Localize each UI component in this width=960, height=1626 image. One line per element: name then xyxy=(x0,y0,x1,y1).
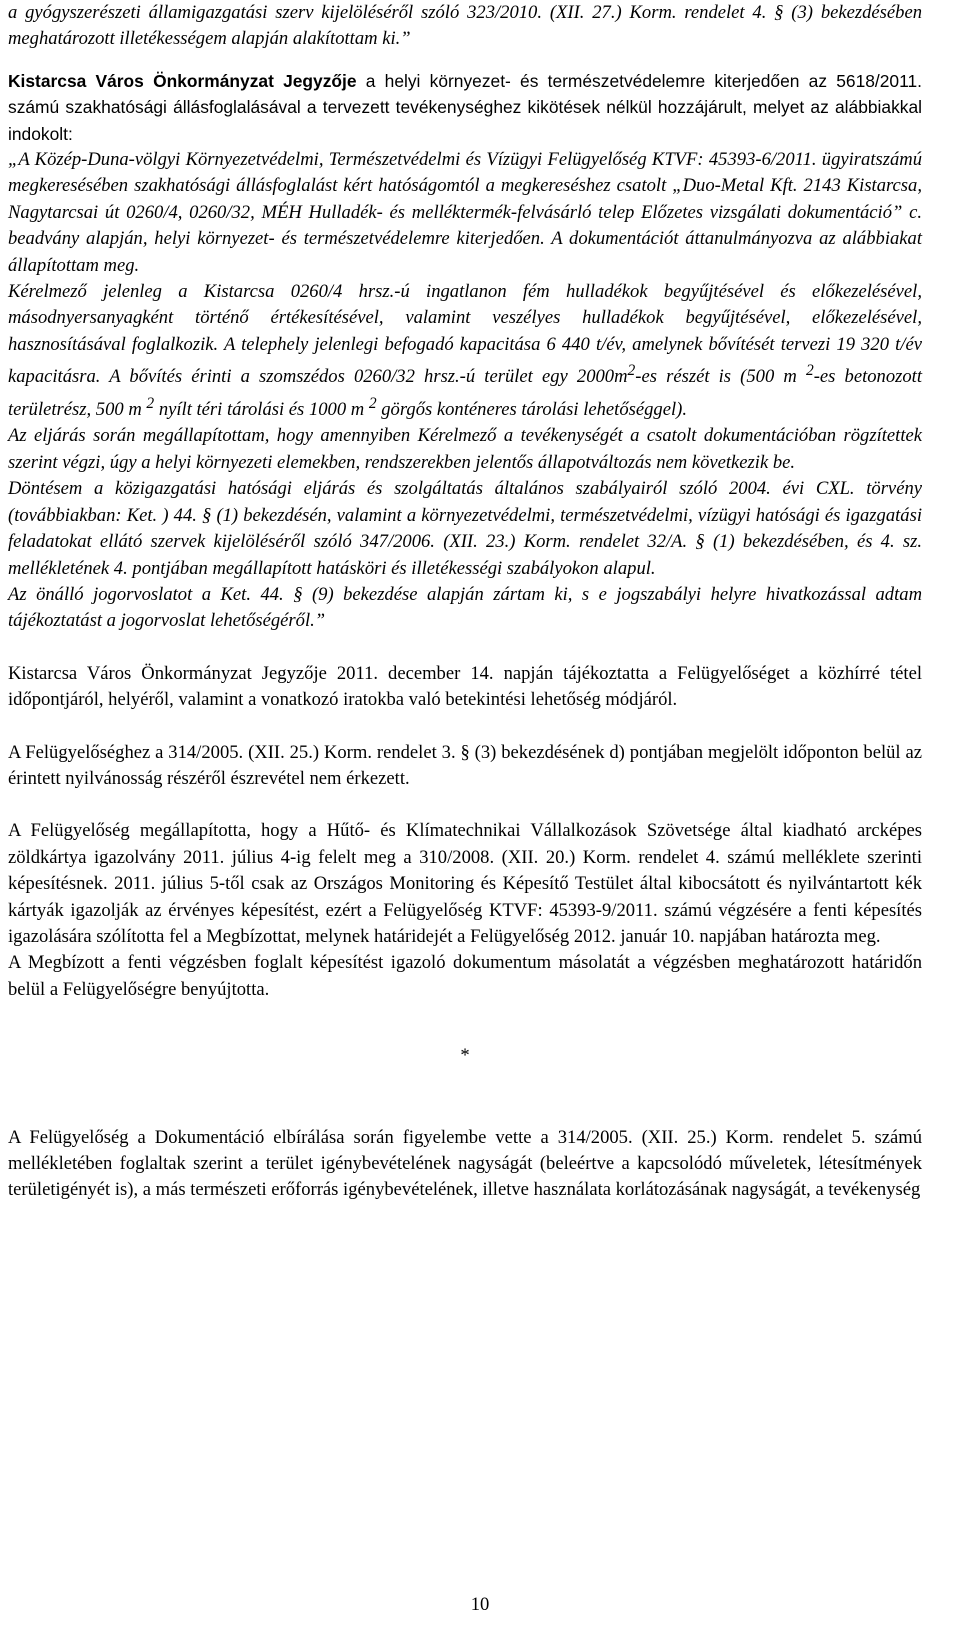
applicant-activity-text-b: -es részét is (500 m xyxy=(635,366,806,388)
applicant-activity-text-e: görgős konténeres tárolási lehetőséggel). xyxy=(376,399,687,421)
superscript-2: 2 xyxy=(627,362,636,380)
page-number: 10 xyxy=(470,1594,490,1615)
paragraph-legal-basis: Döntésem a közigazgatási hatósági eljárás és szolgáltatás általános szabályairól szóló 2004. évi CXL. törvény (továbbiakban: Ket. ) 44. § (1) bekezdésén, valamint a környezetvédelmi, természetvédelmi, vízügyi hatósági és igazgatási feladatokat ellátó szervek kijelöléséről szóló 347/2006. (XII. 23.) Korm. rendelet 32/A. § (1) bekezdésében, és 4. sz. mellékletének 4. pontjában megállapított hatásköri és illetékességi szabályokon alapul. xyxy=(8,478,922,579)
section-separator: * xyxy=(460,1045,470,1067)
authority-name: Kistarcsa Város Önkormányzat Jegyzője xyxy=(8,70,357,91)
paragraph-applicant-activity xyxy=(8,279,922,423)
superscript-2: 2 xyxy=(805,362,814,380)
superscript-2: 2 xyxy=(368,394,377,412)
paragraph-quoted-request: „A Közép-Duna-völgyi Környezetvédelmi, Természetvédelmi és Vízügyi Felügyelőség KTVF: 45393-6/2011. ügyiratszámú megkeresésében szakhatósági állásfoglalást kért hatóságomtól a megkereséshez csatolt „Duo-Metal Kft. 2143 Kistarcsa, Nagytarcsai út 0260/4, 0260/32, MÉH Hulladék- és melléktermék-felvásárló telep Előzetes vizsgálati dokumentáció” c. beadvány alapján, helyi környezet- és természetvédelemre kiterjedően. A dokumentációt áttanulmányozva az alábbiakat állapítottam meg. xyxy=(8,149,922,276)
jegyzo-statement-text: a helyi környezet- és természetvédelemre kiterjedően az 5618/2011. számú szakhatósági állásfoglalásával a tervezett tevékenységhez kikötések nélkül hozzájárult, melyet az alábbiakkal indokolt: xyxy=(8,70,922,144)
paragraph-jegyzo-statement xyxy=(8,68,922,147)
paragraph-green-card: A Felügyelőség megállapította, hogy a Hűtő- és Klímatechnikai Vállalkozások Szövetsége által kiadható arcképes zöldkártya igazolvány 2011. július 4-ig felelt meg a 310/2008. (XII. 20.) Korm. rendelet 4. számú melléklete szerinti képesítésnek. 2011. július 5-től csak az Országos Monitoring és Képesítő Testület által kibocsátott és nyilvántartott kék kártyák igazolják az érvényes képesítést, ezért a Felügyelőség KTVF: 45393-9/2011. számú végzésére a fenti képesítés igazolására szólította fel a Megbízottat, melynek határidejét a Felügyelőség 2012. január 10. napjában határozta meg. xyxy=(8,820,922,947)
paragraph-no-comments: A Felügyelőséghez a 314/2005. (XII. 25.) Korm. rendelet 3. § (3) bekezdésének d) pontjában megjelölt időponton belül az érintett nyilvánosság részéről észrevétel nem érkezett. xyxy=(8,741,922,789)
paragraph-regulation-continuation: a gyógyszerészeti államigazgatási szerv kijelöléséről szóló 323/2010. (XII. 27.) Korm. rendelet 4. § (3) bekezdésében meghatározott illetékességem alapján alakítottam ki.” xyxy=(8,2,922,50)
superscript-2: 2 xyxy=(146,394,155,412)
paragraph-document-submitted: A Megbízott a fenti végzésben foglalt képesítést igazoló dokumentum másolatát a végzésben meghatározott határidőn belül a Felügyelőségre benyújtotta. xyxy=(8,952,922,1000)
paragraph-legal-remedy: Az önálló jogorvoslatot a Ket. 44. § (9) bekezdése alapján zártam ki, s e jogszabályi helyre hivatkozással adtam tájékoztatást a jogorvoslat lehetőségéről.” xyxy=(8,583,922,632)
applicant-activity-text-a: Kérelmező jelenleg a Kistarcsa 0260/4 hrsz.-ú ingatlanon fém hulladékok begyűjtésével és előkezelésével, másodnyersanyagként történő értékesítésével, valamint veszélyes hulladékok begyűjtésével, előkezelésével, hasznosításával foglalkozik. A telephely jelenlegi befogadó kapacitása 6 440 t/év, amelynek bővítését tervezi 19 320 t/év kapacitásra. A bővítés érinti a szomszédos 0260/32 hrsz.-ú terület egy 2000m xyxy=(8,281,922,388)
paragraph-evaluation: A Felügyelőség a Dokumentáció elbírálása során figyelembe vette a 314/2005. (XII. 25.) Korm. rendelet 5. számú mellékletében foglaltak szerint a terület igénybevételének nagyságát (beleértve a kapcsolódó műveletek, létesítmények területigényét is), a más természeti erőforrás igénybevételének, illetve használata korlátozásának nagyságát, a tevékenység xyxy=(8,1126,922,1201)
applicant-activity-text-d: nyílt téri tárolási és 1000 m xyxy=(154,399,369,421)
paragraph-public-notice: Kistarcsa Város Önkormányzat Jegyzője 2011. december 14. napján tájékoztatta a Felügyelőséget a közhírré tétel időpontjáról, helyéről, valamint a vonatkozó iratokba való betekintési lehetőség módjáról. xyxy=(8,662,922,711)
paragraph-procedure-finding: Az eljárás során megállapítottam, hogy amennyiben Kérelmező a tevékenységét a csatolt dokumentációban rögzítettek szerint végzi, úgy a helyi környezeti elemekben, rendszerekben jelentős állapotváltozás nem következik be. xyxy=(8,425,922,473)
document-page xyxy=(8,0,922,1204)
applicant-activity-text-c: -es betonozott területrész, 500 m xyxy=(8,366,922,421)
